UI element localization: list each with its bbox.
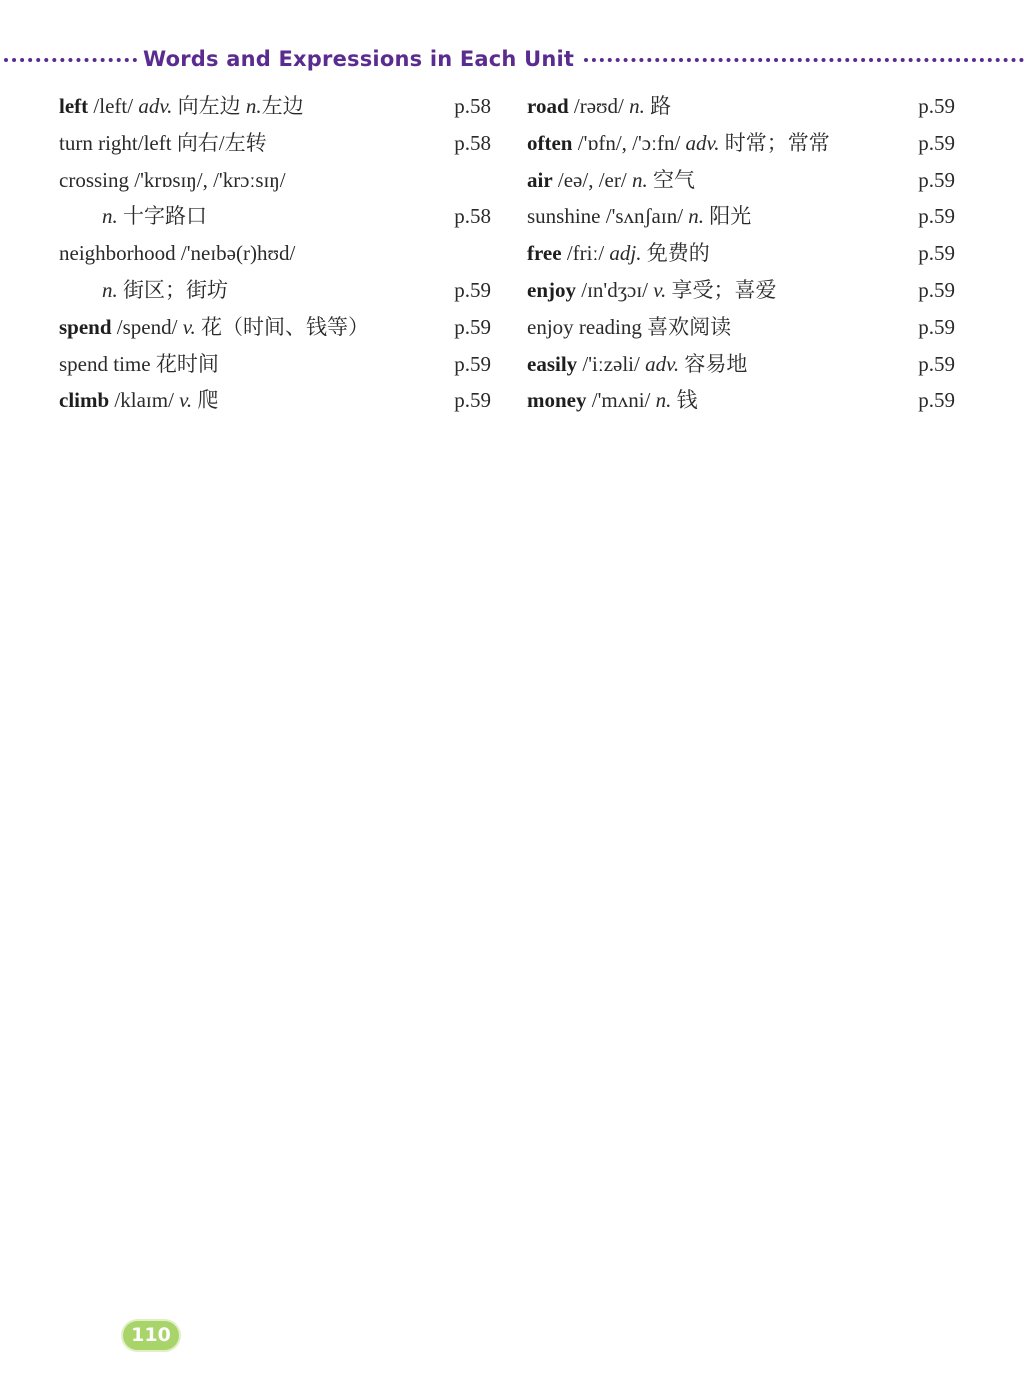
vocab-phonetic: /'krɒsɪŋ/, /'krɔːsɪŋ/ xyxy=(129,167,286,192)
vocab-entry xyxy=(527,125,959,162)
vocab-headword: turn right/left xyxy=(59,130,172,155)
vocab-entry-text xyxy=(59,309,369,346)
vocab-entry xyxy=(59,198,495,235)
page-number-badge: 110 xyxy=(123,1321,179,1350)
part-of-speech: n. xyxy=(102,204,118,229)
page-reference: p.59 xyxy=(454,277,491,302)
vocab-entry xyxy=(527,382,959,419)
vocab-entry-text xyxy=(527,162,695,199)
vocab-phonetic: /rəʊd/ xyxy=(568,94,630,118)
page-reference: p.59 xyxy=(918,388,955,413)
vocab-entry xyxy=(59,162,495,199)
vocab-entry-text xyxy=(527,198,751,235)
vocab-phonetic: /ɪn'dʒɔɪ/ xyxy=(576,277,654,302)
vocab-entry xyxy=(527,272,959,309)
vocab-gloss: 容易地 xyxy=(679,351,748,376)
vocab-phonetic: /'iːzəli/ xyxy=(577,351,646,376)
part-of-speech: n. xyxy=(655,388,672,413)
page-reference: p.59 xyxy=(918,94,955,118)
vocab-phonetic: /'sʌnʃaɪn/ xyxy=(600,204,689,229)
vocab-entry xyxy=(59,125,495,162)
vocab-phonetic: /left/ xyxy=(88,94,139,118)
vocab-phonetic: /'mʌni/ xyxy=(586,388,656,413)
vocab-phonetic: /spend/ xyxy=(111,314,183,339)
vocab-gloss: 十字路口 xyxy=(117,204,207,229)
vocab-column-right xyxy=(527,88,959,419)
header-dotted-rule-left xyxy=(4,58,137,62)
vocab-entry-text xyxy=(527,88,671,125)
vocab-headword: free xyxy=(527,241,562,266)
vocab-phonetic: 花时间 xyxy=(150,351,219,376)
vocab-entry-text xyxy=(527,272,777,309)
vocab-entry-text xyxy=(527,346,747,383)
page-reference: p.59 xyxy=(918,241,955,266)
vocab-headword: spend xyxy=(59,314,112,339)
vocab-phonetic: /klaɪm/ xyxy=(109,388,180,413)
part-of-speech: adj. xyxy=(609,241,642,266)
vocab-entry-text xyxy=(527,235,710,272)
vocab-phonetic: 向右/左转 xyxy=(171,130,267,155)
part-of-speech: v. xyxy=(653,277,667,302)
vocab-headword: air xyxy=(527,167,553,192)
vocab-entry xyxy=(59,382,495,419)
vocab-entry-text xyxy=(527,382,698,419)
vocab-entry-text xyxy=(59,382,218,419)
vocab-gloss: 街区；街坊 xyxy=(117,277,228,302)
vocab-headword: enjoy xyxy=(527,277,576,302)
vocab-headword: road xyxy=(527,94,569,118)
vocab-phonetic: /'neɪbə(r)hʊd/ xyxy=(175,241,296,266)
vocab-entry xyxy=(527,88,959,125)
vocab-headword: neighborhood xyxy=(59,241,176,266)
vocab-gloss: 阳光 xyxy=(704,204,752,229)
vocab-headword: left xyxy=(59,94,89,118)
vocab-entry xyxy=(527,235,959,272)
vocab-entry xyxy=(59,88,495,125)
vocab-gloss: 钱 xyxy=(671,388,698,413)
vocab-headword: easily xyxy=(527,351,578,376)
vocab-entry xyxy=(527,198,959,235)
page-reference: p.59 xyxy=(454,351,491,376)
part-of-speech: n. xyxy=(245,94,262,118)
part-of-speech: v. xyxy=(179,388,193,413)
vocab-gloss: 向左边 xyxy=(172,94,246,118)
vocab-headword: often xyxy=(527,130,573,155)
vocab-entry-text xyxy=(59,198,207,235)
section-header xyxy=(0,44,1024,74)
page-reference: p.58 xyxy=(454,94,491,118)
vocab-gloss: 左边 xyxy=(261,94,304,118)
vocab-entry-text xyxy=(59,346,219,383)
vocab-headword: money xyxy=(527,388,587,413)
vocab-headword: climb xyxy=(59,388,110,413)
page-reference: p.58 xyxy=(454,130,491,155)
part-of-speech: adv. xyxy=(645,351,680,376)
vocab-gloss: 免费的 xyxy=(641,241,710,266)
vocab-entry xyxy=(59,346,495,383)
section-title: Words and Expressions in Each Unit xyxy=(143,47,575,71)
vocab-entry-text xyxy=(59,272,228,309)
vocab-entry xyxy=(59,272,495,309)
vocab-entry xyxy=(59,235,495,272)
vocab-phonetic: /'ɒfn/, /'ɔːfn/ xyxy=(572,130,686,155)
vocab-entry-text xyxy=(59,125,267,162)
vocab-gloss: 花（时间、钱等） xyxy=(195,314,369,339)
page-reference: p.59 xyxy=(918,130,955,155)
vocab-gloss: 爬 xyxy=(192,388,219,413)
header-dotted-rule-right xyxy=(584,58,1024,62)
vocab-entry-text xyxy=(59,235,295,272)
vocab-gloss: 时常；常常 xyxy=(719,130,830,155)
vocab-phonetic: 喜欢阅读 xyxy=(641,314,732,339)
vocab-entry-text xyxy=(59,162,286,199)
page-reference: p.59 xyxy=(454,314,491,339)
vocab-column-left xyxy=(59,88,495,419)
vocab-gloss: 空气 xyxy=(647,167,695,192)
vocab-headword: crossing xyxy=(59,167,129,192)
part-of-speech: adv. xyxy=(685,130,720,155)
page-reference: p.59 xyxy=(454,388,491,413)
part-of-speech: n. xyxy=(688,204,705,229)
page-reference: p.59 xyxy=(918,167,955,192)
part-of-speech: n. xyxy=(631,167,648,192)
part-of-speech: n. xyxy=(102,277,118,302)
page-reference: p.59 xyxy=(918,204,955,229)
vocab-gloss: 享受；喜爱 xyxy=(666,277,777,302)
page-reference: p.59 xyxy=(918,351,955,376)
vocab-gloss: 路 xyxy=(644,94,672,118)
vocab-entry-text xyxy=(527,309,731,346)
vocab-entry-text xyxy=(59,88,304,125)
vocab-phonetic: /eə/, /er/ xyxy=(552,167,632,192)
vocab-headword: enjoy reading xyxy=(527,314,642,339)
page-reference: p.59 xyxy=(918,277,955,302)
page-reference: p.59 xyxy=(918,314,955,339)
part-of-speech: adv. xyxy=(138,94,173,118)
part-of-speech: v. xyxy=(182,314,196,339)
vocab-headword: sunshine xyxy=(527,204,601,229)
vocab-entry-text xyxy=(527,125,830,162)
page-reference: p.58 xyxy=(454,204,491,229)
vocab-entry xyxy=(527,309,959,346)
vocab-entry xyxy=(59,309,495,346)
vocab-entry xyxy=(527,346,959,383)
vocab-headword: spend time xyxy=(59,351,151,376)
vocab-entry xyxy=(527,162,959,199)
part-of-speech: n. xyxy=(629,94,645,118)
vocab-phonetic: /friː/ xyxy=(561,241,610,266)
